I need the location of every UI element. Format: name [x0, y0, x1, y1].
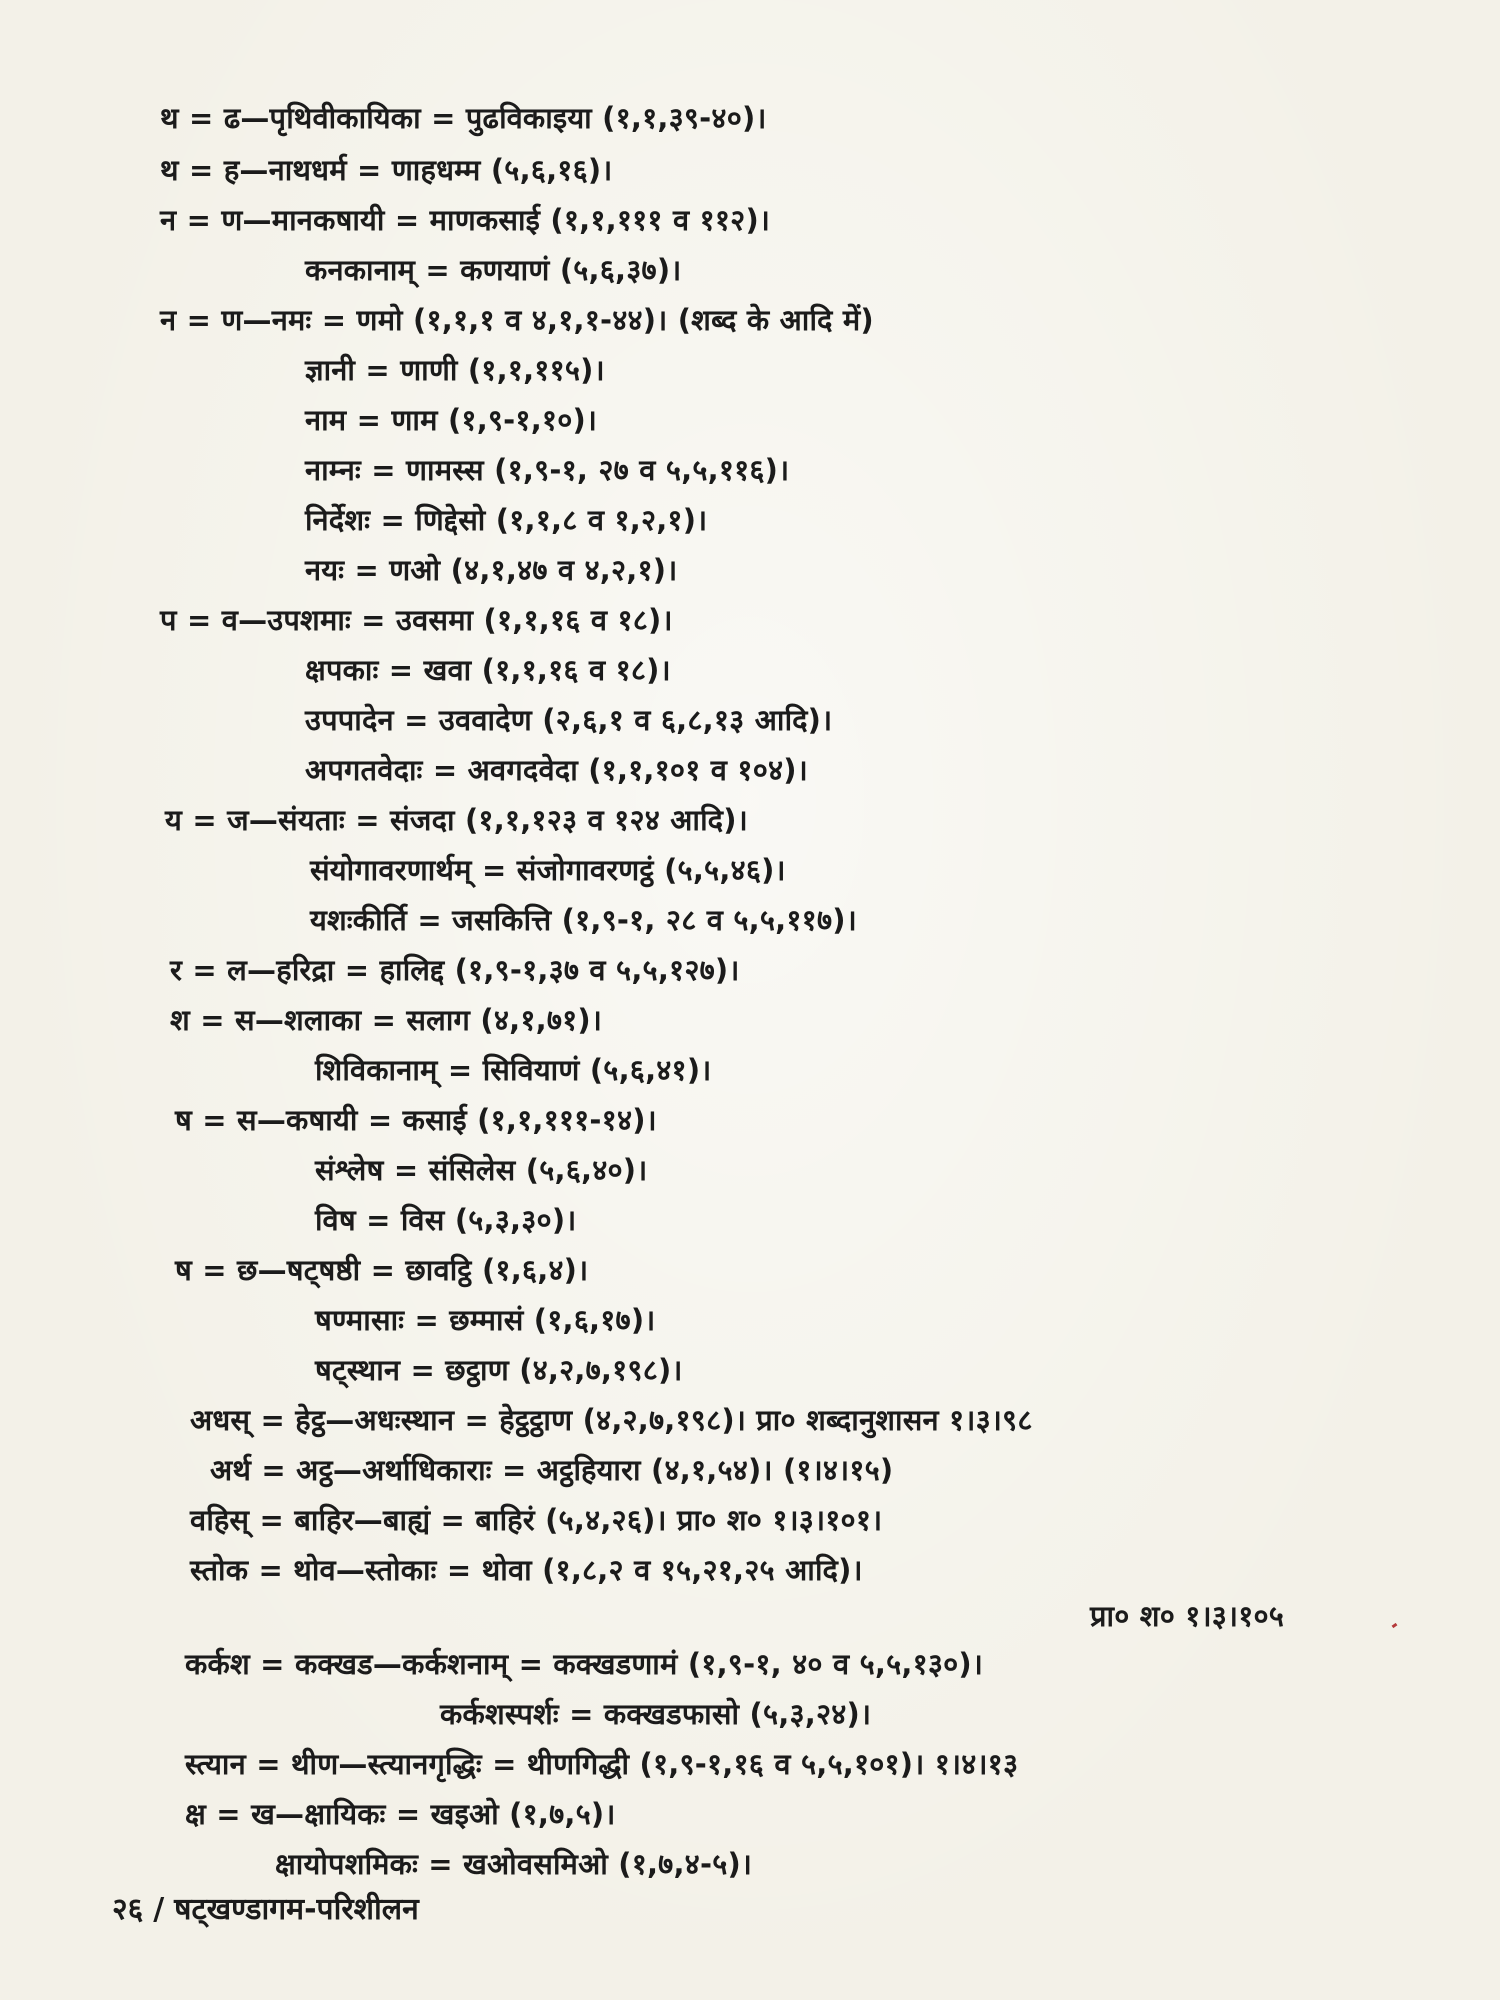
line-text: नाम = णाम (१,९-१,१०)।	[305, 403, 598, 437]
text-line	[160, 198, 770, 242]
line-text: संश्लेष = संसिलेस (५,६,४०)।	[315, 1153, 648, 1187]
line-text: र = ल—हरिद्रा = हालिद्द (१,९-१,३७ व ५,५,१२७)।	[170, 953, 740, 987]
text-line	[165, 798, 748, 842]
footer-separator: /	[153, 1892, 165, 1927]
text-line	[160, 148, 613, 192]
line-text: स्त्यान = थीण—स्त्यानगृद्धिः = थीणगिद्धी (१,९-१,१६ व ५,५,१०१)। १।४।१३	[185, 1747, 1019, 1781]
line-text: ज्ञानी = णाणी (१,१,११५)।	[305, 353, 605, 387]
text-line	[160, 96, 767, 140]
text-line	[275, 1842, 752, 1886]
line-text: ष = छ—षट्षष्ठी = छावट्ठि (१,६,४)।	[175, 1253, 589, 1287]
line-text: उपपादेन = उववादेण (२,६,१ व ६,८,१३ आदि)।	[305, 703, 833, 737]
text-line	[185, 1642, 983, 1686]
text-line	[315, 1048, 712, 1092]
text-line	[170, 998, 602, 1042]
text-line	[305, 698, 832, 742]
line-text: ष = स—कषायी = कसाई (१,१,१११-१४)।	[175, 1103, 657, 1137]
text-line	[305, 648, 671, 692]
text-line	[190, 1398, 1033, 1442]
line-text: वहिस् = बाहिर—बाह्यं = बाहिरं (५,४,२६)। प्रा० श० १।३।१०१।	[190, 1503, 883, 1537]
text-line	[315, 1298, 655, 1342]
text-line	[315, 1148, 647, 1192]
line-text: षण्मासाः = छम्मासं (१,६,१७)।	[315, 1303, 656, 1337]
line-text: अधस् = हेट्ठ—अधःस्थान = हेट्ठट्ठाण (४,२,७,१९८)। प्रा० शब्दानुशासन १।३।९८	[190, 1403, 1033, 1437]
line-text: यशःकीर्ति = जसकित्ति (१,९-१, २८ व ५,५,११७)।	[310, 903, 857, 937]
text-line	[305, 498, 707, 542]
text-line	[210, 1448, 893, 1492]
text-line	[185, 1792, 616, 1836]
text-line	[175, 1098, 657, 1142]
line-text: प = व—उपशमाः = उवसमा (१,१,१६ व १८)।	[160, 603, 673, 637]
book-title: षट्खण्डागम-परिशीलन	[174, 1892, 419, 1927]
text-line	[190, 1548, 863, 1592]
line-text: अर्थ = अट्ठ—अर्थाधिकाराः = अट्ठहियारा (४,१,५४)। (१।४।१५)	[210, 1453, 894, 1487]
line-text: कर्कश = कक्खड—कर्कशनाम् = कक्खडणामं (१,९-१, ४० व ५,५,१३०)।	[185, 1647, 984, 1681]
text-line	[305, 448, 789, 492]
text-line	[305, 398, 597, 442]
line-text: नाम्नः = णामस्स (१,९-१, २७ व ५,५,११६)।	[305, 453, 790, 487]
text-line	[305, 348, 605, 392]
text-line	[160, 598, 673, 642]
line-text: क्षपकाः = खवा (१,१,१६ व १८)।	[305, 653, 671, 687]
text-line	[190, 1498, 882, 1542]
line-text: षट्स्थान = छट्ठाण (४,२,७,१९८)।	[315, 1353, 683, 1387]
text-line	[310, 898, 857, 942]
line-text: विष = विस (५,३,३०)।	[315, 1203, 577, 1237]
line-text: कनकानाम् = कणयाणं (५,६,३७)।	[305, 253, 682, 287]
text-line	[305, 248, 681, 292]
line-text: न = ण—मानकषायी = माणकसाई (१,१,१११ व ११२)।	[160, 203, 771, 237]
line-text: निर्देशः = णिद्देसो (१,१,८ व १,२,१)।	[305, 503, 708, 537]
text-line	[160, 298, 874, 342]
text-line	[310, 848, 786, 892]
text-line	[315, 1198, 576, 1242]
text-line	[175, 1248, 588, 1292]
line-text: अपगतवेदाः = अवगदवेदा (१,१,१०१ व १०४)।	[305, 753, 808, 787]
line-text: थ = ह—नाथधर्म = णाहधम्म (५,६,१६)।	[160, 153, 613, 187]
line-text: स्तोक = थोव—स्तोकाः = थोवा (१,८,२ व १५,२१,२५ आदि)।	[190, 1553, 863, 1587]
line-text: नयः = णओ (४,१,४७ व ४,२,१)।	[305, 553, 678, 587]
line-text: क्ष = ख—क्षायिकः = खइओ (१,७,५)।	[185, 1797, 616, 1831]
text-line	[185, 1742, 1018, 1786]
line-text: क्षायोपशमिकः = खओवसमिओ (१,७,४-५)।	[275, 1847, 753, 1881]
line-text: य = ज—संयताः = संजदा (१,१,१२३ व १२४ आदि)।	[165, 803, 748, 837]
page-footer	[112, 1888, 419, 1932]
line-text: न = ण—नमः = णमो (१,१,१ व ४,१,१-४४)। (शब्द के आदि में)	[160, 303, 874, 337]
text-line	[305, 548, 677, 592]
text-line	[1090, 1594, 1284, 1638]
text-line	[170, 948, 740, 992]
line-text: थ = ढ—पृथिवीकायिका = पुढविकाइया (१,१,३९-४०)।	[160, 101, 767, 135]
line-text: संयोगावरणार्थम् = संजोगावरणट्ठं (५,५,४६)।	[310, 853, 786, 887]
text-line	[440, 1692, 871, 1736]
text-line	[305, 748, 808, 792]
page-number: २६	[112, 1892, 144, 1927]
line-text: श = स—शलाका = सलाग (४,१,७१)।	[170, 1003, 603, 1037]
line-text: शिविकानाम् = सिवियाणं (५,६,४१)।	[315, 1053, 712, 1087]
text-line	[315, 1348, 683, 1392]
line-text: कर्कशस्पर्शः = कक्खडफासो (५,३,२४)।	[440, 1697, 872, 1731]
line-text: प्रा० श० १।३।१०५	[1090, 1599, 1285, 1633]
